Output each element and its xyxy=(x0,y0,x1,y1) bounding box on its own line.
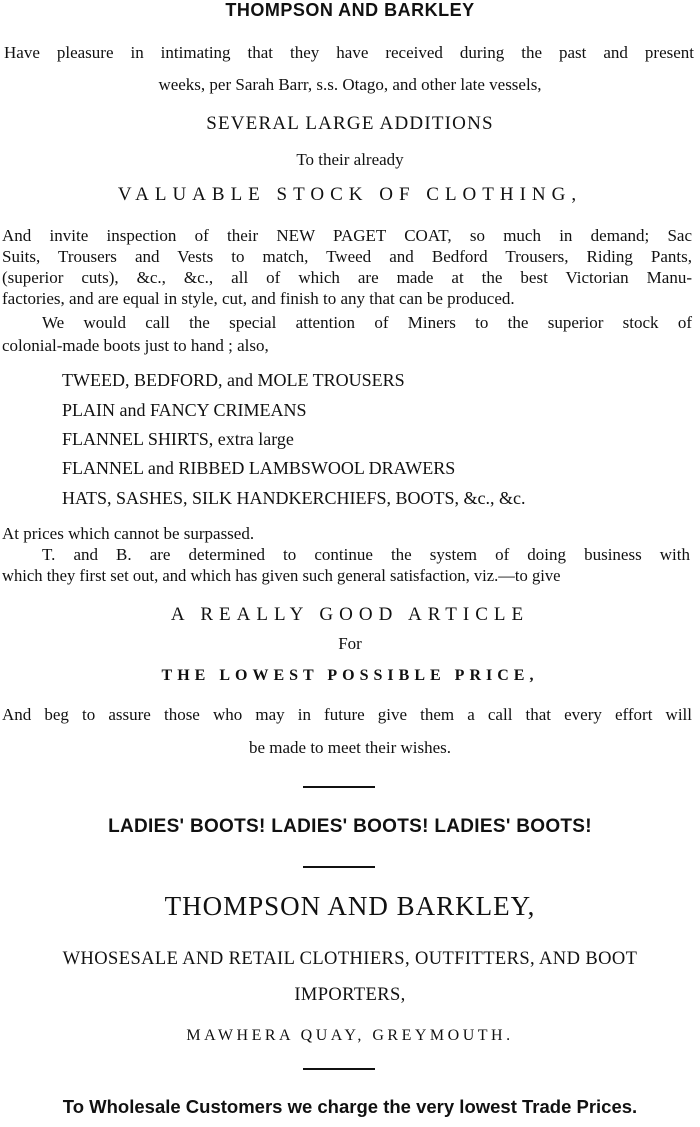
intro-line-1: Have pleasure in intimating that they have received during the past and present xyxy=(4,43,694,62)
footer-firm-name: THOMPSON AND BARKLEY, xyxy=(164,891,536,921)
paragraph1-line-3: (superior cuts), &c., &c., all of which are made at the best Victorian Manu- xyxy=(2,268,692,287)
stock-item: FLANNEL SHIRTS, extra large xyxy=(62,429,294,449)
paragraph1-line-1: And invite inspection of their NEW PAGET COAT, so much in demand; Sac xyxy=(2,226,692,245)
stock-item: FLANNEL and RIBBED LAMBSWOOL DRAWERS xyxy=(62,458,456,478)
divider-rule xyxy=(303,786,375,788)
divider-rule xyxy=(303,1068,375,1070)
intro-line-2: weeks, per Sarah Barr, s.s. Otago, and other late vessels, xyxy=(158,75,542,94)
paragraph1-line-4: factories, and are equal in style, cut, and finish to any that can be produced. xyxy=(2,289,515,308)
paragraph2-line-1: We would call the special attention of Miners to the superior stock of xyxy=(42,313,692,332)
valuable-stock-heading: VALUABLE STOCK OF CLOTHING, xyxy=(117,184,583,205)
slogan-for: For xyxy=(338,634,362,653)
paragraph3-line-2: which they first set out, and which has given such general satisfaction, viz.—to give xyxy=(2,566,561,585)
prices-line: At prices which cannot be surpassed. xyxy=(2,524,255,543)
stock-item: PLAIN and FANCY CRIMEANS xyxy=(62,400,307,420)
wholesale-line: To Wholesale Customers we charge the very lowest Trade Prices. xyxy=(62,1096,638,1117)
header-title: THOMPSON AND BARKLEY xyxy=(225,0,475,20)
to-their-already: To their already xyxy=(296,150,404,169)
footer-trade-line-2: IMPORTERS, xyxy=(294,985,406,1005)
assurance-line-1: And beg to assure those who may in future give them a call that every effort will xyxy=(2,705,692,724)
ladies-boots-banner: LADIES' BOOTS! LADIES' BOOTS! LADIES' BOOTS! xyxy=(108,816,592,837)
divider-rule xyxy=(303,866,375,868)
footer-address: MAWHERA QUAY, GREYMOUTH. xyxy=(186,1027,514,1044)
stock-item: HATS, SASHES, SILK HANDKERCHIEFS, BOOTS, &c., &c. xyxy=(62,488,526,508)
assurance-line-2: be made to meet their wishes. xyxy=(248,738,452,757)
slogan-really-good-article: A REALLY GOOD ARTICLE xyxy=(170,604,530,625)
footer-trade-line-1: WHOSESALE AND RETAIL CLOTHIERS, OUTFITTERS, AND BOOT xyxy=(62,949,638,969)
paragraph1-line-2: Suits, Trousers and Vests to match, Tweed and Bedford Trousers, Riding Pants, xyxy=(2,247,692,266)
paragraph2-line-2: colonial-made boots just to hand ; also, xyxy=(2,336,269,355)
slogan-lowest-price: THE LOWEST POSSIBLE PRICE, xyxy=(161,667,539,684)
stock-item: TWEED, BEDFORD, and MOLE TROUSERS xyxy=(62,370,405,390)
paragraph3-line-1: T. and B. are determined to continue the system of doing business with xyxy=(42,545,690,564)
several-large-additions: SEVERAL LARGE ADDITIONS xyxy=(206,113,494,134)
